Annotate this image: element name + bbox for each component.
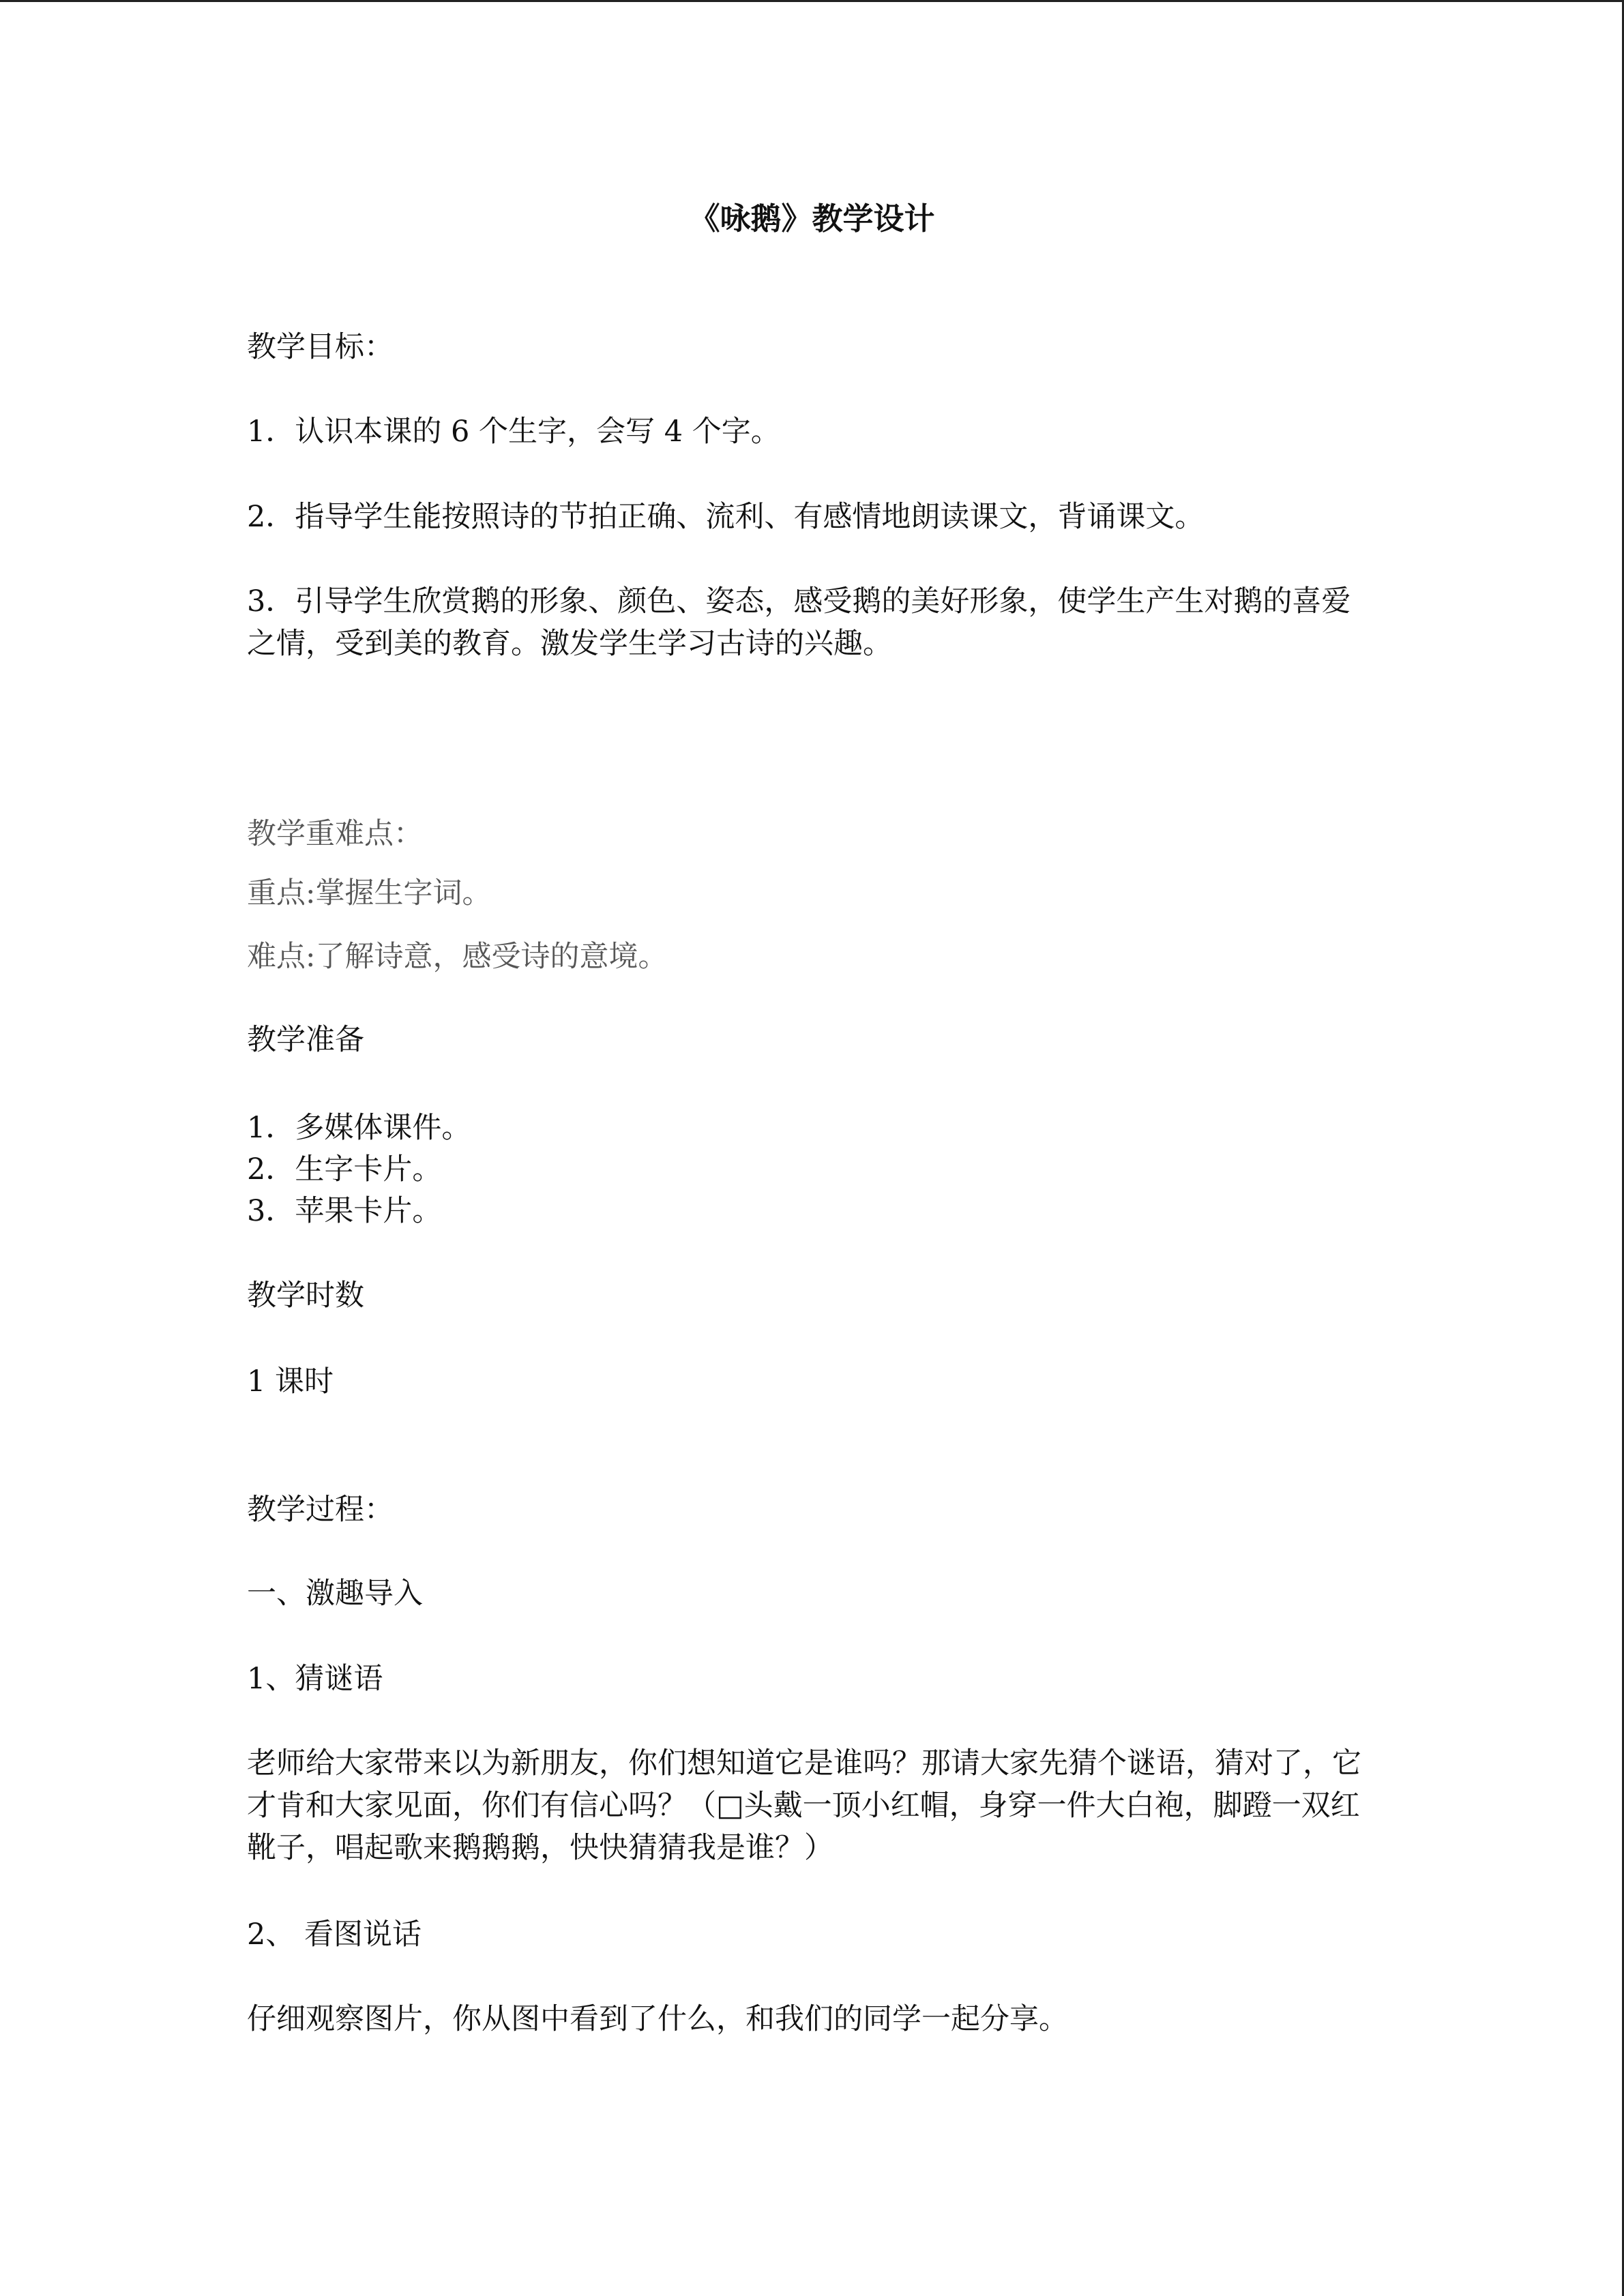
objectives-heading: 教学目标： (247, 330, 394, 364)
process-heading: 教学过程： (247, 1493, 394, 1527)
hours-value: 1 课时 (247, 1365, 334, 1399)
document-title: 《咏鹅》教学设计 (689, 200, 935, 237)
key-point-difficulty: 难点:了解诗意，感受诗的意境。 (247, 940, 668, 974)
process-step-2-text: 仔细观察图片，你从图中看到了什么，和我们的同学一起分享。 (247, 2002, 1068, 2036)
process-step-1-text: 老师给大家带来以为新朋友，你们想知道它是谁吗？那请大家先猜个谜语，猜对了，它才肯和大家见面，你们有信心吗？（□头戴一顶小红帽，身穿一件大白袍，脚蹬一双红靴子，唱起歌来鹅鹅鹅，快快猜猜我是谁？） (247, 1746, 1361, 1865)
objective-item-1: 1．认识本课的 6 个生字，会写 4 个字。 (247, 415, 780, 449)
process-section-1: 一、激趣导入 (247, 1577, 423, 1611)
key-points-heading: 教学重难点： (247, 817, 423, 851)
process-step-2: 2、 看图说话 (247, 1918, 422, 1952)
preparation-heading: 教学准备 (247, 1023, 364, 1057)
preparation-item-2: 2．生字卡片。 (247, 1152, 442, 1187)
process-step-1: 1、猜谜语 (247, 1662, 383, 1696)
objective-item-2: 2．指导学生能按照诗的节拍正确、流利、有感情地朗读课文，背诵课文。 (247, 500, 1205, 534)
objective-item-3: 3．引导学生欣赏鹅的形象、颜色、姿态，感受鹅的美好形象，使学生产生对鹅的喜爱之情，受到美的教育。激发学生学习古诗的兴趣。 (247, 584, 1351, 661)
hours-heading: 教学时数 (247, 1279, 364, 1313)
preparation-item-3: 3．苹果卡片。 (247, 1194, 442, 1228)
key-point-focus: 重点:掌握生字词。 (247, 876, 492, 910)
preparation-item-1: 1．多媒体课件。 (247, 1111, 471, 1145)
